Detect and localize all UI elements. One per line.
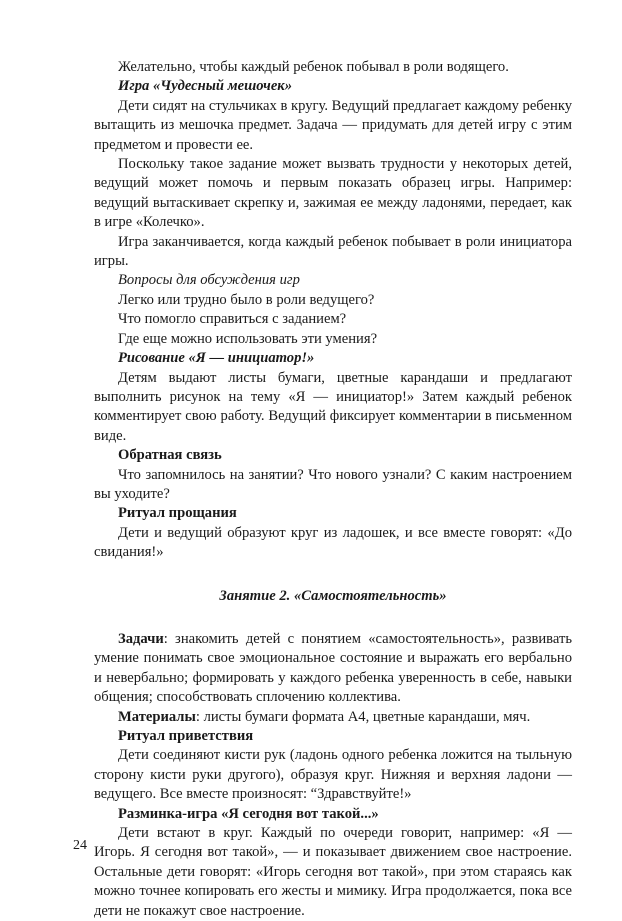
paragraph-roles: Желательно, чтобы каждый ребенок побывал в роли водящего. — [118, 59, 509, 75]
page-text-block — [94, 58, 572, 921]
question-2: Что помогло справиться с заданием? — [118, 311, 347, 328]
page-number: 24 — [73, 838, 87, 853]
materials-paragraph — [94, 708, 572, 727]
lesson-title: Занятие 2. «Самостоятельность» — [219, 587, 447, 604]
game-paragraph-1: Дети сидят на стульчиках в кругу. Ведущий предлагает каждому ребенку вытащить из мешочка предмет. Задача — придумать для детей игру с этим предметом и провести ее. — [94, 97, 572, 153]
warmup-heading: Разминка-игра «Я сегодня вот такой...» — [118, 805, 379, 822]
tasks-paragraph — [94, 630, 572, 708]
farewell-heading: Ритуал прощания — [118, 505, 237, 522]
materials-text: : листы бумаги формата А4, цветные карандаши, мяч. — [195, 708, 531, 725]
question-3: Где еще можно использовать эти умения? — [118, 330, 378, 347]
question-1: Легко или трудно было в роли ведущего? — [118, 291, 375, 308]
feedback-paragraph: Что запомнилось на занятии? Что нового узнали? С каким настроением вы уходите? — [94, 466, 572, 502]
tasks-label: Задачи — [118, 630, 164, 647]
game-paragraph-3: Игра заканчивается, когда каждый ребенок побывает в роли инициатора игры. — [94, 233, 572, 270]
materials-label: Материалы — [118, 708, 196, 725]
farewell-paragraph: Дети и ведущий образуют круг из ладошек, и все вместе говорят: «До свидания!» — [94, 524, 572, 561]
greeting-paragraph: Дети соединяют кисти рук (ладонь одного ребенка ложится на тыльную сторону кисти руки другого), образуя круг. Нижняя и верхняя ладони — ведущего. Все вместе произносят: “Здравствуйте!» — [94, 747, 572, 803]
game-title: Игра «Чудесный мешочек» — [118, 78, 293, 95]
game-paragraph-2: Поскольку такое задание может вызвать трудности у некоторых детей, ведущий может помочь и первым показать образец игры. Например: ведущий вытаскивает скрепку и, зажимая ее между ладонями, передает, как в игре «Колечко». — [94, 156, 572, 231]
game-heading — [94, 77, 572, 96]
warmup-paragraph: Дети встают в круг. Каждый по очереди говорит, например: «Я — Игорь. Я сегодня вот такой», — и показывает движением свое настроение. Остальные дети говорят: «Игорь сегодня вот такой», при этом стараясь как можно точнее копировать его жесты и мимику. Игра продолжается, пока все дети не покажут свое настроение. — [94, 825, 572, 919]
feedback-heading: Обратная связь — [118, 447, 222, 464]
tasks-text: : знакомить детей с понятием «самостоятельность», развивать умение понимать свое эмоциональное состояние и выражать его вербально и невербально; формировать у каждого ребенка уверенность в себе, навыки общения; способствовать сплочению коллектива. — [94, 630, 572, 706]
greeting-heading: Ритуал приветствия — [118, 728, 254, 744]
drawing-paragraph: Детям выдают листы бумаги, цветные карандаши и предлагают выполнить рисунок на тему «Я — инициатор!» Затем каждый ребенок комментирует свою работу. Ведущий фиксирует комментарии в письменном виде. — [94, 369, 572, 444]
drawing-heading: Рисование «Я — инициатор!» — [118, 350, 315, 367]
questions-heading: Вопросы для обсуждения игр — [118, 272, 300, 289]
